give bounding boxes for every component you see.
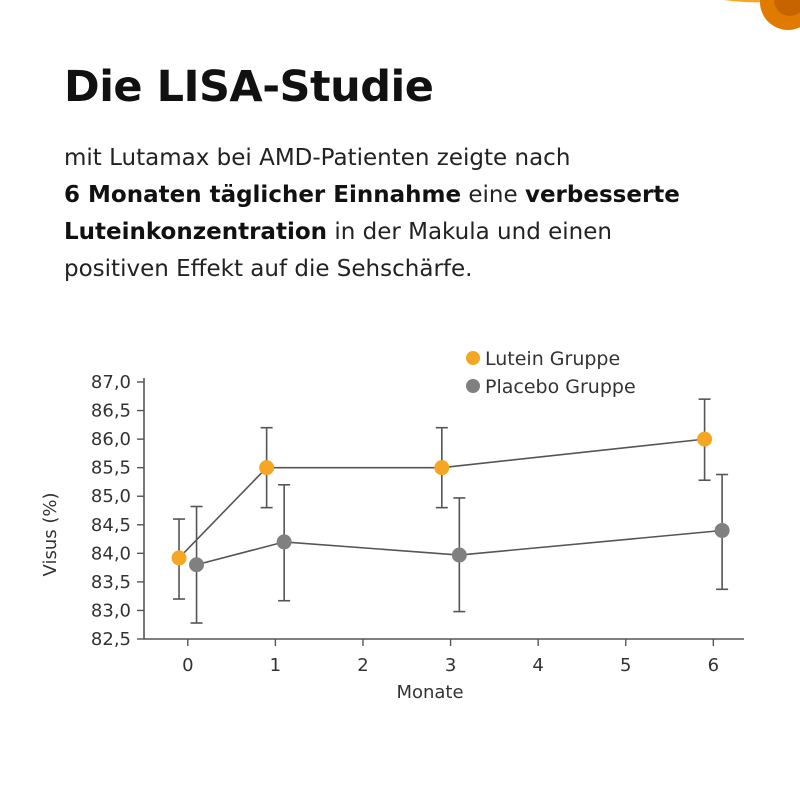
description-line3-text: in der Makula und einen — [327, 219, 612, 245]
y-tick-label: 83,0 — [90, 600, 131, 622]
x-tick-label: 1 — [269, 655, 282, 676]
description-emphasis: 6 Monaten täglicher Einnahme — [64, 182, 462, 208]
data-point — [715, 523, 730, 538]
visus-line-chart — [0, 330, 800, 730]
data-point — [277, 534, 292, 549]
description-text — [64, 140, 784, 288]
flower-decoration — [600, 0, 800, 160]
description-line — [64, 214, 784, 251]
description-line1: mit Lutamax bei AMD-Patienten zeigte nach — [64, 145, 571, 171]
x-tick-label: 6 — [707, 655, 720, 676]
description-line — [64, 177, 784, 214]
data-point — [434, 460, 449, 475]
legend-marker — [466, 351, 480, 365]
data-point — [172, 550, 187, 565]
legend-marker — [466, 379, 480, 393]
description-line — [64, 251, 784, 288]
x-tick-label: 2 — [357, 655, 369, 676]
y-tick-label: 84,0 — [90, 543, 131, 565]
y-tick-label: 86,5 — [90, 400, 131, 422]
x-tick-label: 3 — [444, 655, 457, 676]
y-axis-label: Visus (%) — [40, 492, 61, 577]
description-line — [64, 140, 784, 177]
x-axis-label: Monate — [396, 682, 464, 703]
y-tick-label: 87,0 — [90, 372, 131, 393]
x-tick-label: 0 — [182, 655, 194, 676]
data-point — [189, 557, 204, 572]
data-point — [259, 460, 274, 475]
y-tick-label: 84,5 — [90, 514, 131, 536]
description-emphasis: verbesserte — [524, 182, 680, 208]
data-point — [452, 548, 467, 563]
data-point — [697, 432, 712, 447]
legend-label: Lutein Gruppe — [485, 348, 621, 370]
x-tick-label: 4 — [532, 655, 544, 676]
y-tick-label: 85,5 — [90, 457, 131, 479]
x-tick-label: 5 — [620, 655, 632, 676]
description-emphasis: Luteinkonzentration — [64, 219, 328, 245]
y-tick-label: 86,0 — [90, 429, 131, 451]
y-tick-label: 82,5 — [90, 629, 131, 650]
y-tick-label: 85,0 — [90, 486, 131, 508]
y-tick-label: 83,5 — [90, 571, 131, 593]
page-title: Die LISA-Studie — [64, 62, 434, 112]
description-line4: positiven Effekt auf die Sehschärfe. — [64, 256, 473, 282]
description-line2-text: eine — [461, 182, 525, 208]
legend-label: Placebo Gruppe — [485, 376, 636, 398]
